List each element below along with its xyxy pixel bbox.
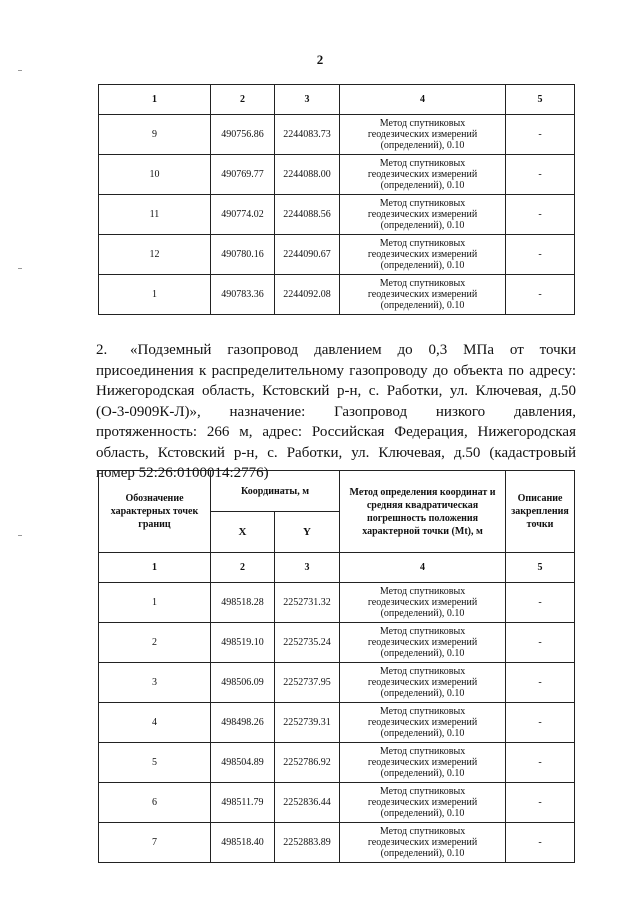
method-line: (определений), 0.10: [380, 648, 465, 659]
method-line: (определений), 0.10: [380, 728, 465, 739]
method-line: геодезических измерений: [367, 837, 478, 848]
table-row: [99, 583, 575, 623]
col-number-3: 3: [275, 85, 340, 115]
coord-y: 2252731.32: [275, 583, 340, 623]
method-line: Метод спутниковых: [379, 666, 466, 677]
point-number: 6: [99, 783, 211, 823]
method-cell: [340, 115, 506, 155]
table-row: [99, 623, 575, 663]
coord-x: 498504.89: [211, 743, 275, 783]
point-number: 4: [99, 703, 211, 743]
table-row: [99, 155, 575, 195]
method-cell: [340, 663, 506, 703]
scan-mark: [18, 535, 22, 536]
point-number: 2: [99, 623, 211, 663]
coord-x: 490780.16: [211, 235, 275, 275]
fixing-description: -: [506, 275, 575, 315]
method-line: геодезических измерений: [367, 289, 478, 300]
scan-mark: [18, 70, 22, 71]
table-row: [99, 823, 575, 863]
method-cell: [340, 235, 506, 275]
method-line: Метод спутниковых: [379, 746, 466, 757]
col-number-1: 1: [99, 85, 211, 115]
method-line: геодезических измерений: [367, 169, 478, 180]
col-number-4: 4: [340, 553, 506, 583]
table-row: [99, 115, 575, 155]
fixing-description: -: [506, 703, 575, 743]
method-line: Метод спутниковых: [379, 626, 466, 637]
method-line: Метод спутниковых: [379, 278, 466, 289]
coord-y: 2244088.00: [275, 155, 340, 195]
method-line: (определений), 0.10: [380, 220, 465, 231]
method-line: Метод спутниковых: [379, 238, 466, 249]
method-line: геодезических измерений: [367, 677, 478, 688]
fixing-description: -: [506, 235, 575, 275]
fixing-description: -: [506, 823, 575, 863]
coord-x: 490756.86: [211, 115, 275, 155]
coord-x: 498506.09: [211, 663, 275, 703]
method-line: геодезических измерений: [367, 209, 478, 220]
method-cell: [340, 155, 506, 195]
method-line: (определений), 0.10: [380, 808, 465, 819]
point-number: 11: [99, 195, 211, 235]
col-number-4: 4: [340, 85, 506, 115]
col-number-2: 2: [211, 553, 275, 583]
coord-y: 2244090.67: [275, 235, 340, 275]
coord-x: 498518.28: [211, 583, 275, 623]
table-header-row: [99, 85, 575, 115]
point-number: 1: [99, 583, 211, 623]
coord-y: 2252739.31: [275, 703, 340, 743]
method-line: (определений), 0.10: [380, 608, 465, 619]
method-line: геодезических измерений: [367, 597, 478, 608]
method-line: (определений), 0.10: [380, 848, 465, 859]
col-number-1: 1: [99, 553, 211, 583]
coord-y: 2244083.73: [275, 115, 340, 155]
coord-y: 2252836.44: [275, 783, 340, 823]
method-line: геодезических измерений: [367, 717, 478, 728]
coordinates-table-continued: [98, 84, 575, 315]
header-point-designation: Обозначение характерных точек границ: [99, 471, 211, 553]
method-cell: [340, 275, 506, 315]
table-header-row: [99, 471, 575, 512]
fixing-description: -: [506, 623, 575, 663]
coord-x: 498511.79: [211, 783, 275, 823]
table-row: [99, 275, 575, 315]
method-line: геодезических измерений: [367, 249, 478, 260]
method-line: (определений), 0.10: [380, 260, 465, 271]
method-line: Метод спутниковых: [379, 786, 466, 797]
method-cell: [340, 195, 506, 235]
table-row: [99, 195, 575, 235]
method-line: геодезических измерений: [367, 637, 478, 648]
header-coordinates: Координаты, м: [211, 471, 340, 512]
coord-y: 2244088.56: [275, 195, 340, 235]
point-number: 3: [99, 663, 211, 703]
col-number-5: 5: [506, 553, 575, 583]
method-line: (определений), 0.10: [380, 768, 465, 779]
coord-x: 498519.10: [211, 623, 275, 663]
fixing-description: -: [506, 743, 575, 783]
method-cell: [340, 783, 506, 823]
fixing-description: -: [506, 783, 575, 823]
method-line: геодезических измерений: [367, 797, 478, 808]
page-number: 2: [316, 52, 324, 67]
method-cell: [340, 623, 506, 663]
coord-y: 2244092.08: [275, 275, 340, 315]
column-number-row: [99, 553, 575, 583]
header-method: Метод определения координат и средняя квадратическая погрешность положения характерной точки (Mt), м: [340, 471, 506, 553]
fixing-description: -: [506, 115, 575, 155]
table-row: [99, 783, 575, 823]
coord-x: 490769.77: [211, 155, 275, 195]
col-number-3: 3: [275, 553, 340, 583]
coord-y: 2252786.92: [275, 743, 340, 783]
fixing-description: -: [506, 663, 575, 703]
header-x: X: [211, 512, 275, 553]
method-line: Метод спутниковых: [379, 158, 466, 169]
point-number: 1: [99, 275, 211, 315]
point-number: 9: [99, 115, 211, 155]
method-line: Метод спутниковых: [379, 826, 466, 837]
col-number-5: 5: [506, 85, 575, 115]
paragraph-number: 2.: [96, 342, 108, 358]
scan-mark: [18, 268, 22, 269]
coord-x: 490783.36: [211, 275, 275, 315]
method-line: (определений), 0.10: [380, 180, 465, 191]
point-number: 7: [99, 823, 211, 863]
point-number: 10: [99, 155, 211, 195]
method-line: геодезических измерений: [367, 129, 478, 140]
table-row: [99, 663, 575, 703]
table-row: [99, 235, 575, 275]
coord-y: 2252883.89: [275, 823, 340, 863]
header-fixing-description: Описание закрепления точки: [506, 471, 575, 553]
table-row: [99, 743, 575, 783]
table-row: [99, 703, 575, 743]
coord-x: 498518.40: [211, 823, 275, 863]
method-line: Метод спутниковых: [379, 706, 466, 717]
point-number: 12: [99, 235, 211, 275]
method-cell: [340, 823, 506, 863]
coord-x: 490774.02: [211, 195, 275, 235]
paragraph-text: «Подземный газопровод давлением до 0,3 МПа от точки присоединения к распределительному газопроводу до объекта по адресу: Нижегородская область, Кстовский р-н, с. Работки, ул. Ключевая, д.50 (О-3-0909К-Л)», назначение: Газопровод низкого давления, протяженность: 266 м, адрес: Российская Федерация, Нижегородская область, Кстовский р-н, с. Работки, ул. Ключевая, д.50 (кадастровый номер 52:26:0100014:2776): [96, 342, 576, 481]
fixing-description: -: [506, 155, 575, 195]
method-cell: [340, 703, 506, 743]
coord-y: 2252735.24: [275, 623, 340, 663]
method-line: (определений), 0.10: [380, 140, 465, 151]
coord-x: 498498.26: [211, 703, 275, 743]
method-line: Метод спутниковых: [379, 198, 466, 209]
object-description: [96, 340, 576, 484]
coordinates-table: [98, 470, 575, 863]
method-line: Метод спутниковых: [379, 586, 466, 597]
coord-y: 2252737.95: [275, 663, 340, 703]
method-cell: [340, 743, 506, 783]
method-line: геодезических измерений: [367, 757, 478, 768]
fixing-description: -: [506, 195, 575, 235]
method-line: Метод спутниковых: [379, 118, 466, 129]
header-y: Y: [275, 512, 340, 553]
fixing-description: -: [506, 583, 575, 623]
col-number-2: 2: [211, 85, 275, 115]
method-line: (определений), 0.10: [380, 300, 465, 311]
method-cell: [340, 583, 506, 623]
point-number: 5: [99, 743, 211, 783]
method-line: (определений), 0.10: [380, 688, 465, 699]
